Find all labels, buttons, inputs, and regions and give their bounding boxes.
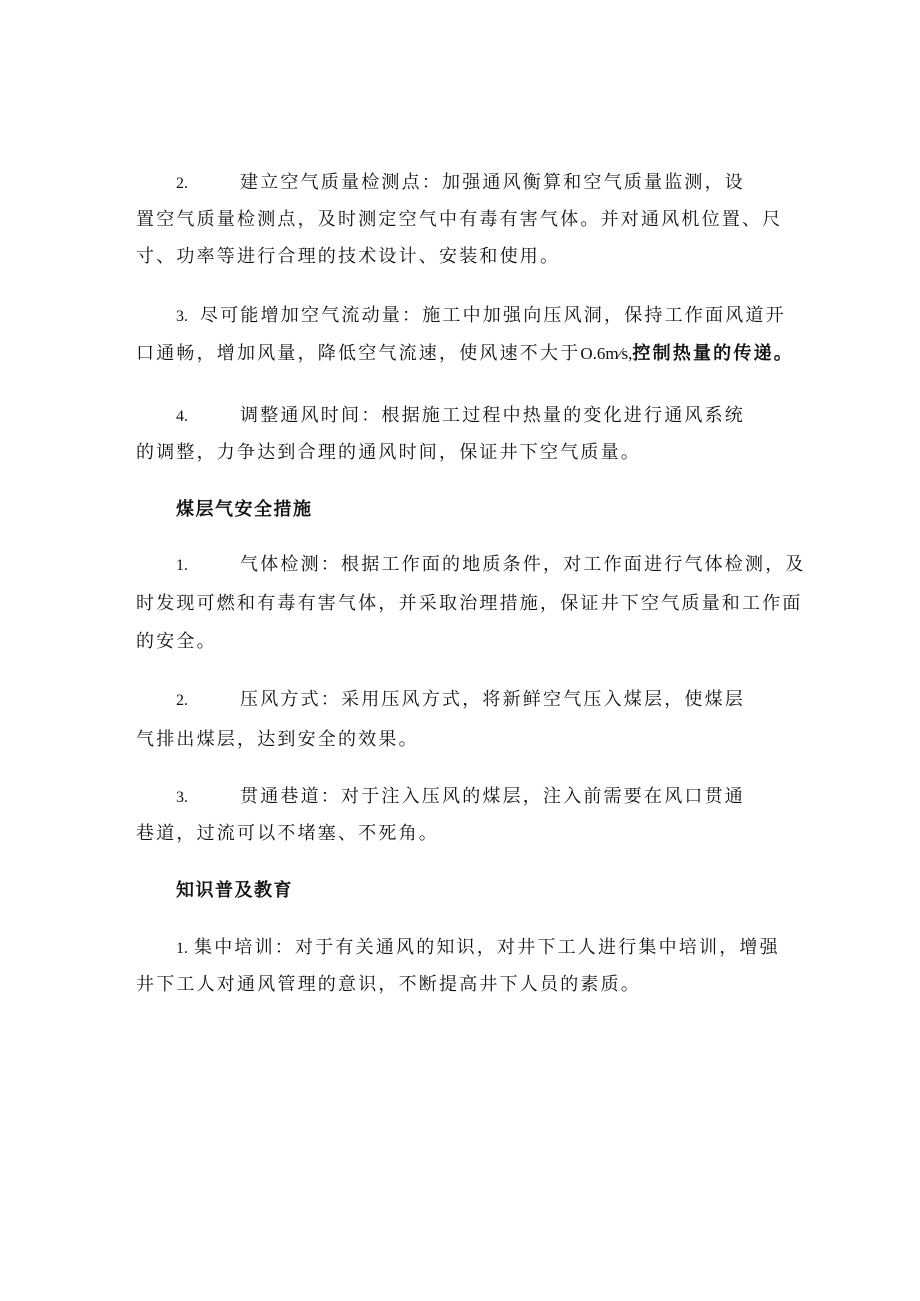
list-number: 4. bbox=[176, 408, 188, 425]
item-text-bold: 控制热量的传递。 bbox=[632, 343, 794, 364]
gas-item-3-line-1 bbox=[176, 784, 745, 811]
list-number: 3. bbox=[176, 789, 188, 806]
gas-item-1-line-2: 时发现可燃和有毒有害气体，并采取治理措施，保证井下空气质量和工作面 bbox=[136, 593, 803, 614]
ventilation-item-3-line-1 bbox=[176, 303, 786, 330]
education-item-1-line-2: 井下工人对通风管理的意识，不断提高井下人员的素质。 bbox=[136, 974, 641, 995]
ventilation-item-2-line-2: 置空气质量检测点，及时测定空气中有毒有害气体。并对通风机位置、尺 bbox=[136, 209, 783, 230]
gas-item-1-line-1 bbox=[176, 552, 806, 579]
gas-item-2-line-2: 气排出煤层，达到安全的效果。 bbox=[136, 729, 419, 750]
education-item-1-line-1 bbox=[176, 935, 780, 962]
list-number: 1. bbox=[176, 557, 188, 574]
ventilation-item-4-line-2: 的调整，力争达到合理的通风时间，保证井下空气质量。 bbox=[136, 442, 641, 463]
ventilation-item-2-line-3: 寸、功率等进行合理的技术设计、安装和使用。 bbox=[136, 246, 561, 267]
ventilation-item-2-line-1 bbox=[176, 170, 745, 197]
section-heading-gas-safety: 煤层气安全措施 bbox=[176, 499, 313, 520]
item-text: 尽可能增加空气流动量：施工中加强向压风洞，保持工作面风道开 bbox=[200, 305, 786, 326]
gas-item-3-line-2: 巷道，过流可以不堵塞、不死角。 bbox=[136, 823, 439, 844]
section-heading-education: 知识普及教育 bbox=[176, 880, 293, 901]
item-text: 气体检测：根据工作面的地质条件，对工作面进行气体检测，及 bbox=[240, 554, 806, 575]
list-number: 2. bbox=[176, 175, 188, 192]
list-number: 2. bbox=[176, 692, 188, 709]
item-text: 口通畅，增加风量，降低空气流速，使风速不大于 bbox=[136, 343, 581, 364]
gas-item-2-line-1 bbox=[176, 687, 745, 714]
speed-value: O.6m⁄s, bbox=[580, 344, 633, 363]
item-text: 集中培训：对于有关通风的知识，对井下工人进行集中培训，增强 bbox=[194, 937, 780, 958]
item-text: 调整通风时间：根据施工过程中热量的变化进行通风系统 bbox=[240, 405, 745, 426]
ventilation-item-3-line-2 bbox=[136, 341, 794, 367]
ventilation-item-4-line-1 bbox=[176, 403, 745, 430]
list-number: 1. bbox=[176, 940, 188, 957]
gas-item-1-line-3: 的安全。 bbox=[136, 631, 217, 652]
item-text: 建立空气质量检测点：加强通风衡算和空气质量监测，设 bbox=[240, 172, 745, 193]
list-number: 3. bbox=[176, 308, 188, 325]
item-text: 压风方式：采用压风方式，将新鲜空气压入煤层，使煤层 bbox=[240, 689, 745, 710]
item-text: 贯通巷道：对于注入压风的煤层，注入前需要在风口贯通 bbox=[240, 786, 745, 807]
